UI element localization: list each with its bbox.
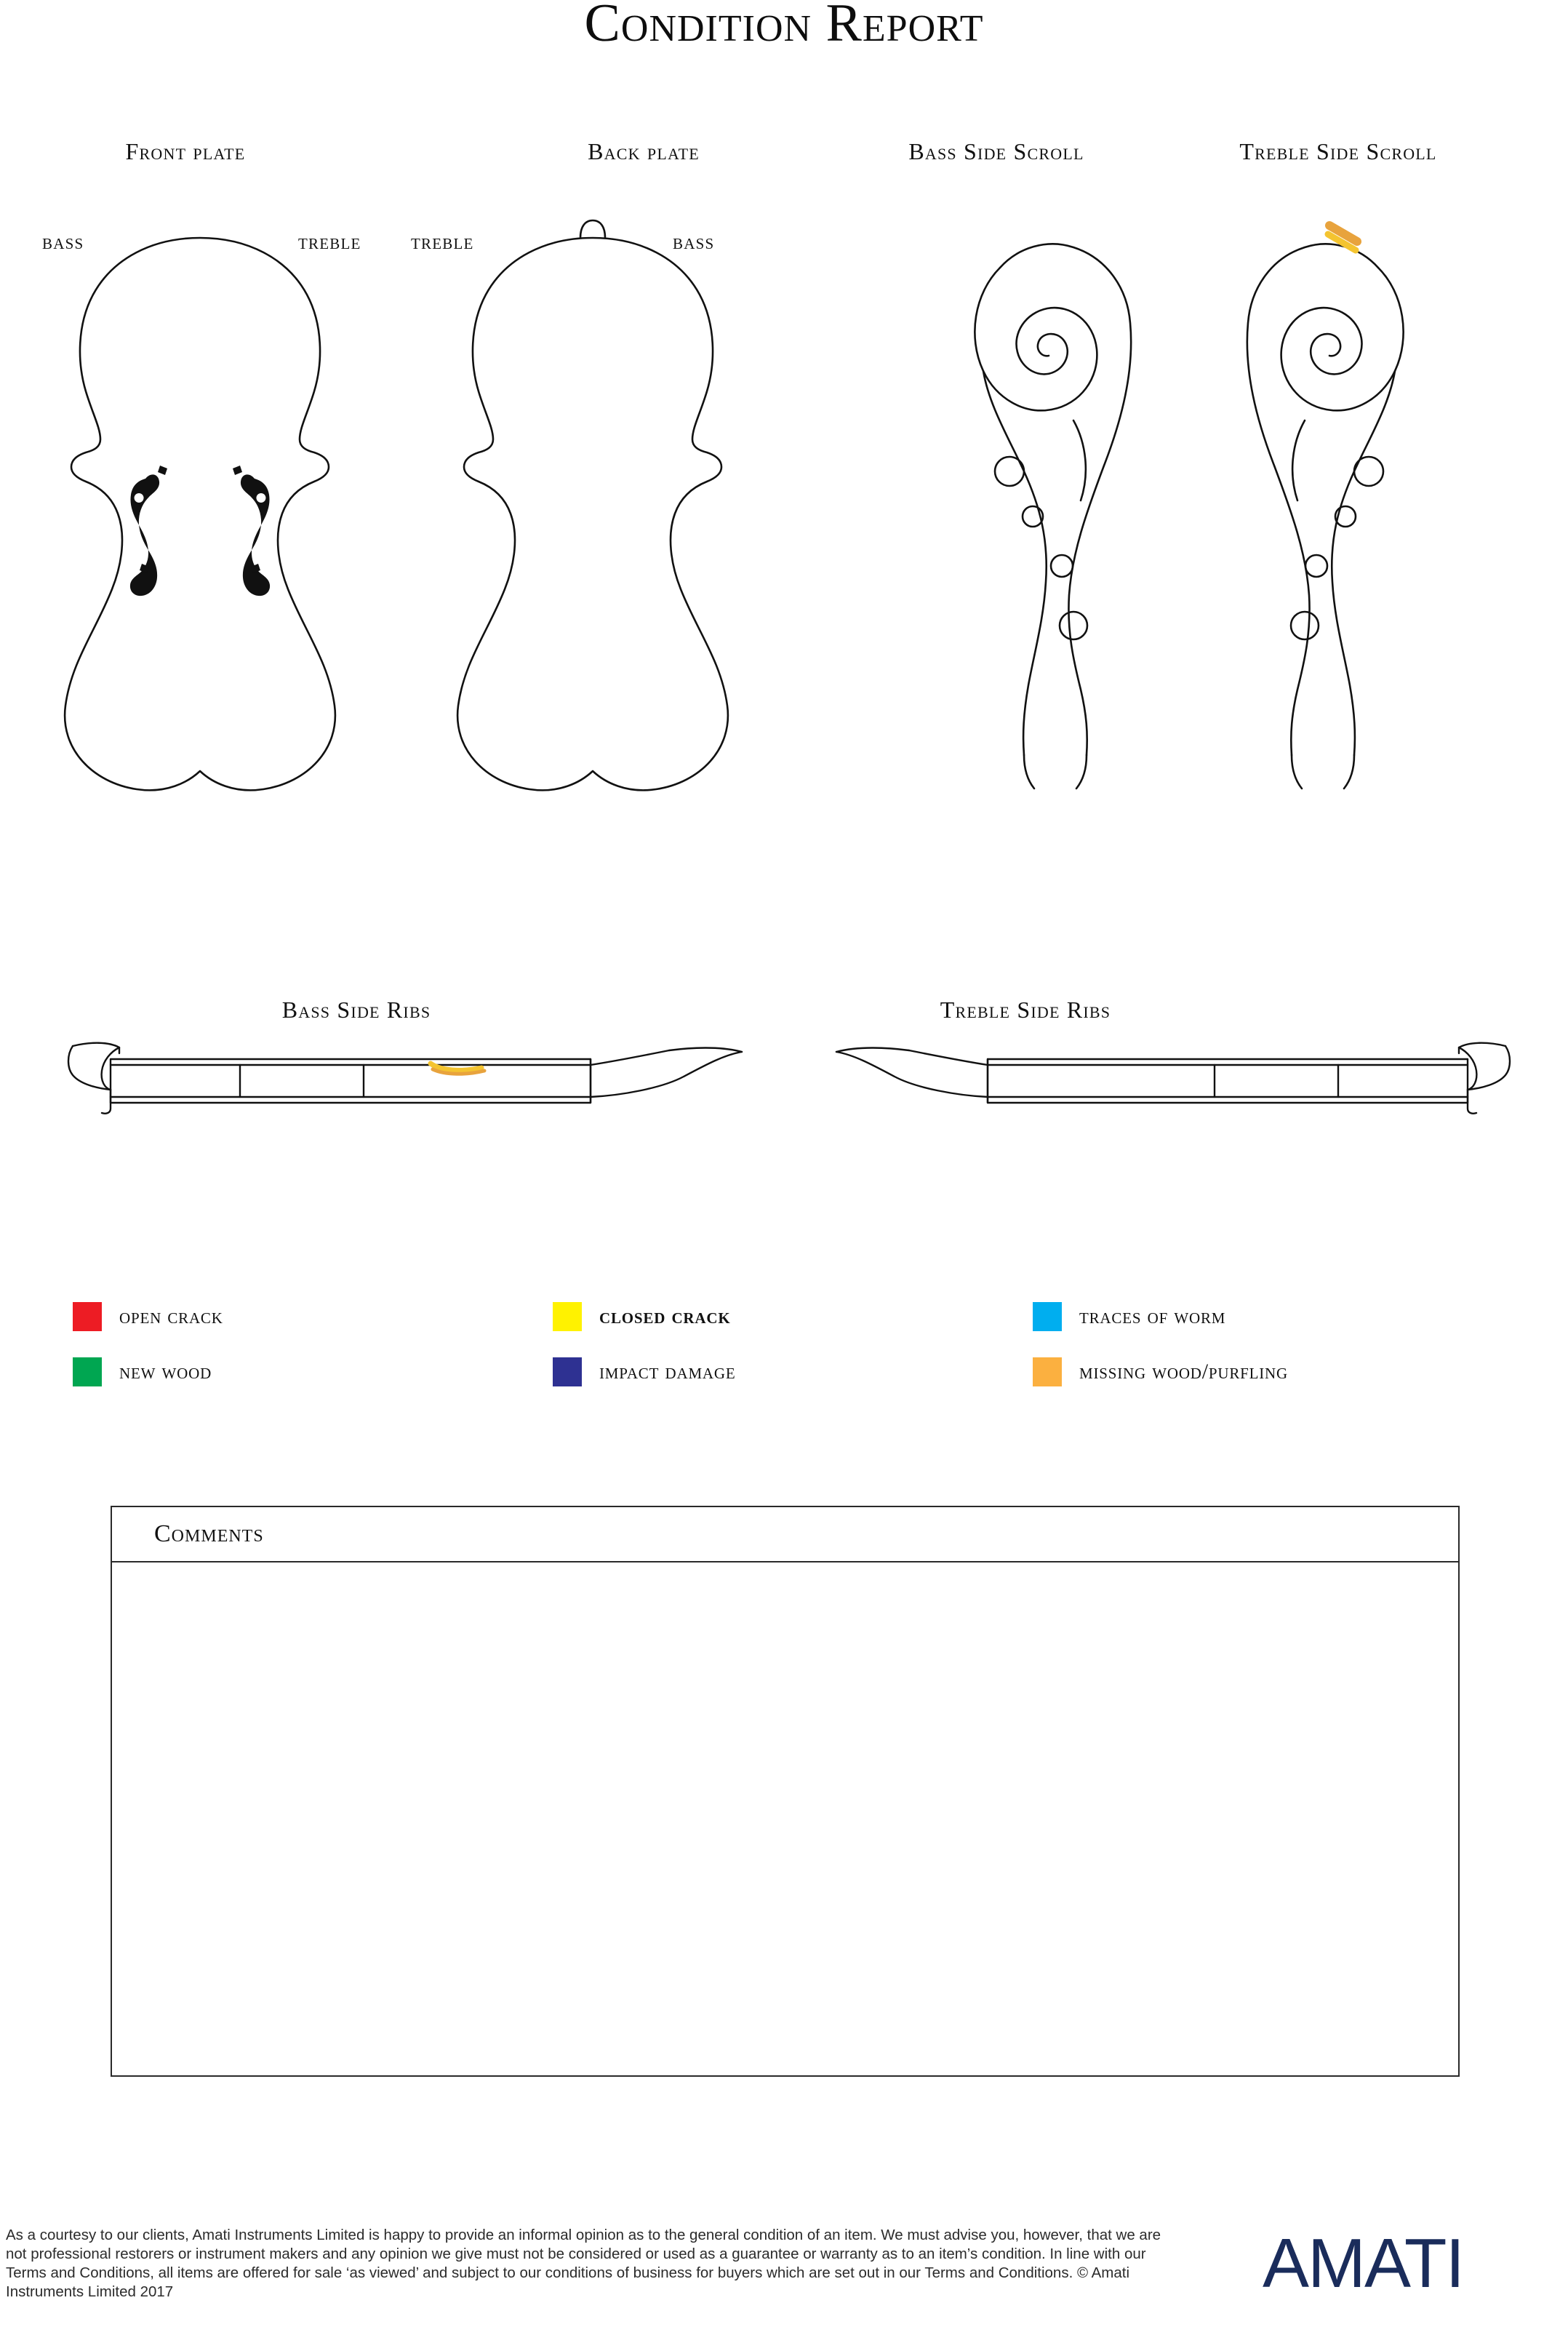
legend-item-new-wood (73, 1357, 553, 1386)
label-front-bass: BASS (42, 235, 84, 252)
legend-label-traces-of-worm: traces of worm (1079, 1304, 1226, 1328)
legend-row (73, 1357, 1513, 1386)
caption-front-plate: Front plate (125, 138, 246, 164)
legend (73, 1302, 1513, 1413)
page-title: Condition Report (584, 0, 984, 53)
legend-label-open-crack: open crack (119, 1304, 223, 1328)
figure-bass-side-scroll[interactable] (931, 180, 1156, 821)
label-back-bass: BASS (673, 235, 715, 252)
caption-bass-side-ribs: Bass Side Ribs (281, 997, 431, 1023)
comments-title: Comments (154, 1520, 264, 1547)
figure-bass-side-ribs[interactable] (65, 1033, 764, 1127)
caption-treble-side-scroll: Treble Side Scroll (1239, 138, 1437, 164)
legend-item-open-crack (73, 1302, 553, 1331)
legend-label-closed-crack: closed crack (599, 1304, 731, 1328)
swatch-open-crack (73, 1302, 102, 1331)
comments-input[interactable] (112, 1562, 1458, 2075)
legend-item-traces-of-worm (1033, 1302, 1513, 1331)
swatch-impact-damage (553, 1357, 582, 1386)
figure-back-plate[interactable] (422, 193, 764, 800)
figure-front-plate[interactable] (29, 196, 371, 800)
swatch-traces-of-worm (1033, 1302, 1062, 1331)
legend-item-missing-wood (1033, 1357, 1513, 1386)
caption-bass-side-scroll: Bass Side Scroll (908, 138, 1084, 164)
comments-box (111, 1506, 1460, 2077)
label-back-treble: TREBLE (411, 235, 474, 252)
label-front-treble: TREBLE (298, 235, 361, 252)
swatch-closed-crack (553, 1302, 582, 1331)
figure-treble-side-ribs[interactable] (815, 1033, 1513, 1127)
swatch-new-wood (73, 1357, 102, 1386)
legend-row (73, 1302, 1513, 1331)
footer-disclaimer: As a courtesy to our clients, Amati Instruments Limited is happy to provide an informal opinion as to the general condition of an item. We must advise you, however, that we are not professional restorers or instrument makers and any opinion we give must not be considered or used as a guarantee or warranty as to an item’s condition. In line with our Terms and Conditions, all items are offered for sale ‘as viewed’ and subject to our conditions of business for buyers which are set out in our Terms and Conditions. © Amati Instruments Limited 2017 (6, 2227, 1161, 2300)
caption-back-plate: Back plate (588, 138, 700, 164)
legend-label-impact-damage: impact damage (599, 1360, 736, 1384)
caption-treble-side-ribs: Treble Side Ribs (940, 997, 1111, 1023)
swatch-missing-wood (1033, 1357, 1062, 1386)
figure-treble-side-scroll[interactable] (1222, 180, 1447, 821)
comments-header (112, 1507, 1458, 1562)
amati-logo (1263, 2226, 1568, 2306)
legend-item-impact-damage (553, 1357, 1033, 1386)
amati-logo-text: AMATI (1263, 2226, 1464, 2302)
legend-label-missing-wood: missing wood/purfling (1079, 1360, 1288, 1384)
legend-label-new-wood: new wood (119, 1360, 212, 1384)
legend-item-closed-crack (553, 1302, 1033, 1331)
